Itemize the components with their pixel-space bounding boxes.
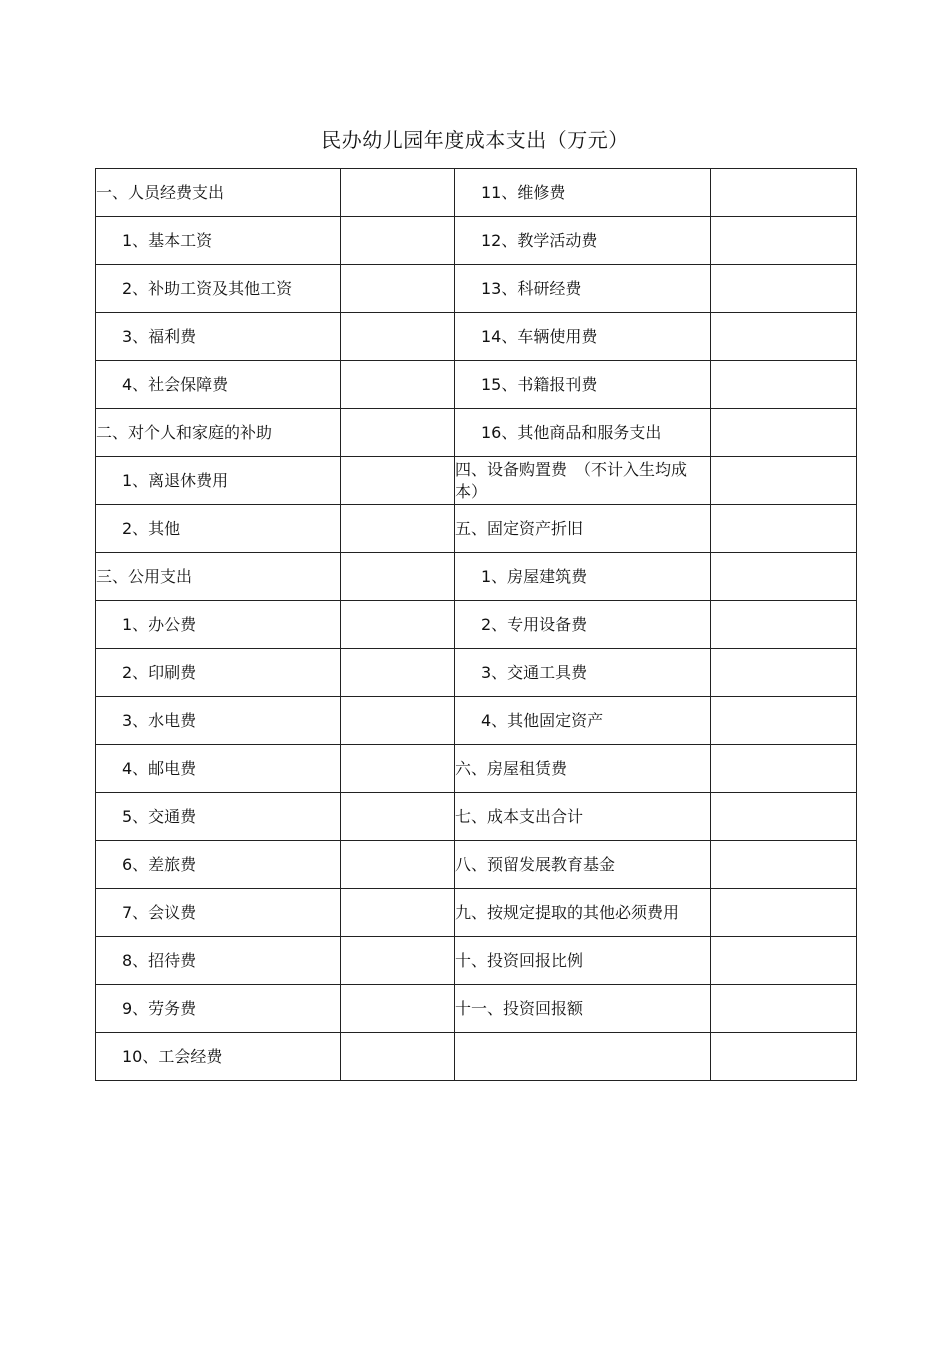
row-label-left: 3、水电费: [96, 697, 341, 745]
value-cell-left[interactable]: [341, 553, 455, 601]
table-row: [96, 745, 857, 793]
value-cell-right[interactable]: [711, 169, 857, 217]
row-label-right: 14、车辆使用费: [455, 313, 711, 361]
table-row: [96, 505, 857, 553]
row-label-left: 2、其他: [96, 505, 341, 553]
row-label-right: 六、房屋租赁费: [455, 745, 711, 793]
table-row: [96, 313, 857, 361]
table-row: [96, 985, 857, 1033]
row-label-left: 1、基本工资: [96, 217, 341, 265]
value-cell-left[interactable]: [341, 697, 455, 745]
row-label-right: 3、交通工具费: [455, 649, 711, 697]
value-cell-right[interactable]: [711, 457, 857, 505]
table-row: [96, 265, 857, 313]
cost-table: [95, 168, 857, 1081]
table-row: [96, 169, 857, 217]
row-label-left: 10、工会经费: [96, 1033, 341, 1081]
row-label-left: 8、招待费: [96, 937, 341, 985]
row-label-left: 三、公用支出: [96, 553, 341, 601]
row-label-right: 12、教学活动费: [455, 217, 711, 265]
row-label-left: 二、对个人和家庭的补助: [96, 409, 341, 457]
value-cell-left[interactable]: [341, 169, 455, 217]
row-label-left: 2、印刷费: [96, 649, 341, 697]
value-cell-left[interactable]: [341, 889, 455, 937]
value-cell-right[interactable]: [711, 553, 857, 601]
table-row: [96, 697, 857, 745]
table-row: [96, 889, 857, 937]
value-cell-left[interactable]: [341, 601, 455, 649]
row-label-left: 1、离退休费用: [96, 457, 341, 505]
value-cell-right[interactable]: [711, 601, 857, 649]
table-row: [96, 841, 857, 889]
row-label-right: 五、固定资产折旧: [455, 505, 711, 553]
table-row: [96, 409, 857, 457]
table-row: [96, 1033, 857, 1081]
row-label-left: 4、邮电费: [96, 745, 341, 793]
value-cell-left[interactable]: [341, 745, 455, 793]
value-cell-left[interactable]: [341, 1033, 455, 1081]
value-cell-right[interactable]: [711, 1033, 857, 1081]
row-label-right: 11、维修费: [455, 169, 711, 217]
value-cell-right[interactable]: [711, 649, 857, 697]
value-cell-left[interactable]: [341, 217, 455, 265]
value-cell-left[interactable]: [341, 793, 455, 841]
row-label-left: 3、福利费: [96, 313, 341, 361]
value-cell-right[interactable]: [711, 937, 857, 985]
table-row: [96, 553, 857, 601]
row-label-right: 4、其他固定资产: [455, 697, 711, 745]
row-label-right: 九、按规定提取的其他必须费用: [455, 889, 711, 937]
row-label-left: 6、差旅费: [96, 841, 341, 889]
row-label-right: 15、书籍报刊费: [455, 361, 711, 409]
value-cell-left[interactable]: [341, 265, 455, 313]
value-cell-right[interactable]: [711, 697, 857, 745]
table-row: [96, 601, 857, 649]
value-cell-right[interactable]: [711, 505, 857, 553]
value-cell-left[interactable]: [341, 361, 455, 409]
row-label-right: 2、专用设备费: [455, 601, 711, 649]
value-cell-right[interactable]: [711, 745, 857, 793]
value-cell-right[interactable]: [711, 409, 857, 457]
value-cell-left[interactable]: [341, 505, 455, 553]
row-label-left: 5、交通费: [96, 793, 341, 841]
value-cell-left[interactable]: [341, 457, 455, 505]
row-label-right: 十、投资回报比例: [455, 937, 711, 985]
table-row: [96, 937, 857, 985]
row-label-right: 16、其他商品和服务支出: [455, 409, 711, 457]
row-label-left: 一、人员经费支出: [96, 169, 341, 217]
value-cell-right[interactable]: [711, 985, 857, 1033]
row-label-left: 4、社会保障费: [96, 361, 341, 409]
value-cell-right[interactable]: [711, 217, 857, 265]
row-label-left: 7、会议费: [96, 889, 341, 937]
row-label-right: 十一、投资回报额: [455, 985, 711, 1033]
row-label-right: 1、房屋建筑费: [455, 553, 711, 601]
value-cell-left[interactable]: [341, 649, 455, 697]
value-cell-left[interactable]: [341, 985, 455, 1033]
row-label-left: 1、办公费: [96, 601, 341, 649]
value-cell-left[interactable]: [341, 841, 455, 889]
table-row: [96, 217, 857, 265]
table-row: [96, 793, 857, 841]
table-row: [96, 361, 857, 409]
row-label-right: [455, 1033, 711, 1081]
value-cell-left[interactable]: [341, 937, 455, 985]
value-cell-right[interactable]: [711, 889, 857, 937]
row-label-right: 八、预留发展教育基金: [455, 841, 711, 889]
value-cell-left[interactable]: [341, 313, 455, 361]
value-cell-left[interactable]: [341, 409, 455, 457]
row-label-right: 七、成本支出合计: [455, 793, 711, 841]
value-cell-right[interactable]: [711, 793, 857, 841]
value-cell-right[interactable]: [711, 313, 857, 361]
table-row: [96, 457, 857, 505]
value-cell-right[interactable]: [711, 265, 857, 313]
row-label-left: 9、劳务费: [96, 985, 341, 1033]
row-label-right: 13、科研经费: [455, 265, 711, 313]
row-label-right: 四、设备购置费 （不计入生均成本）: [455, 457, 711, 505]
value-cell-right[interactable]: [711, 361, 857, 409]
table-row: [96, 649, 857, 697]
page-title: 民办幼儿园年度成本支出（万元）: [321, 128, 629, 152]
value-cell-right[interactable]: [711, 841, 857, 889]
row-label-left: 2、补助工资及其他工资: [96, 265, 341, 313]
